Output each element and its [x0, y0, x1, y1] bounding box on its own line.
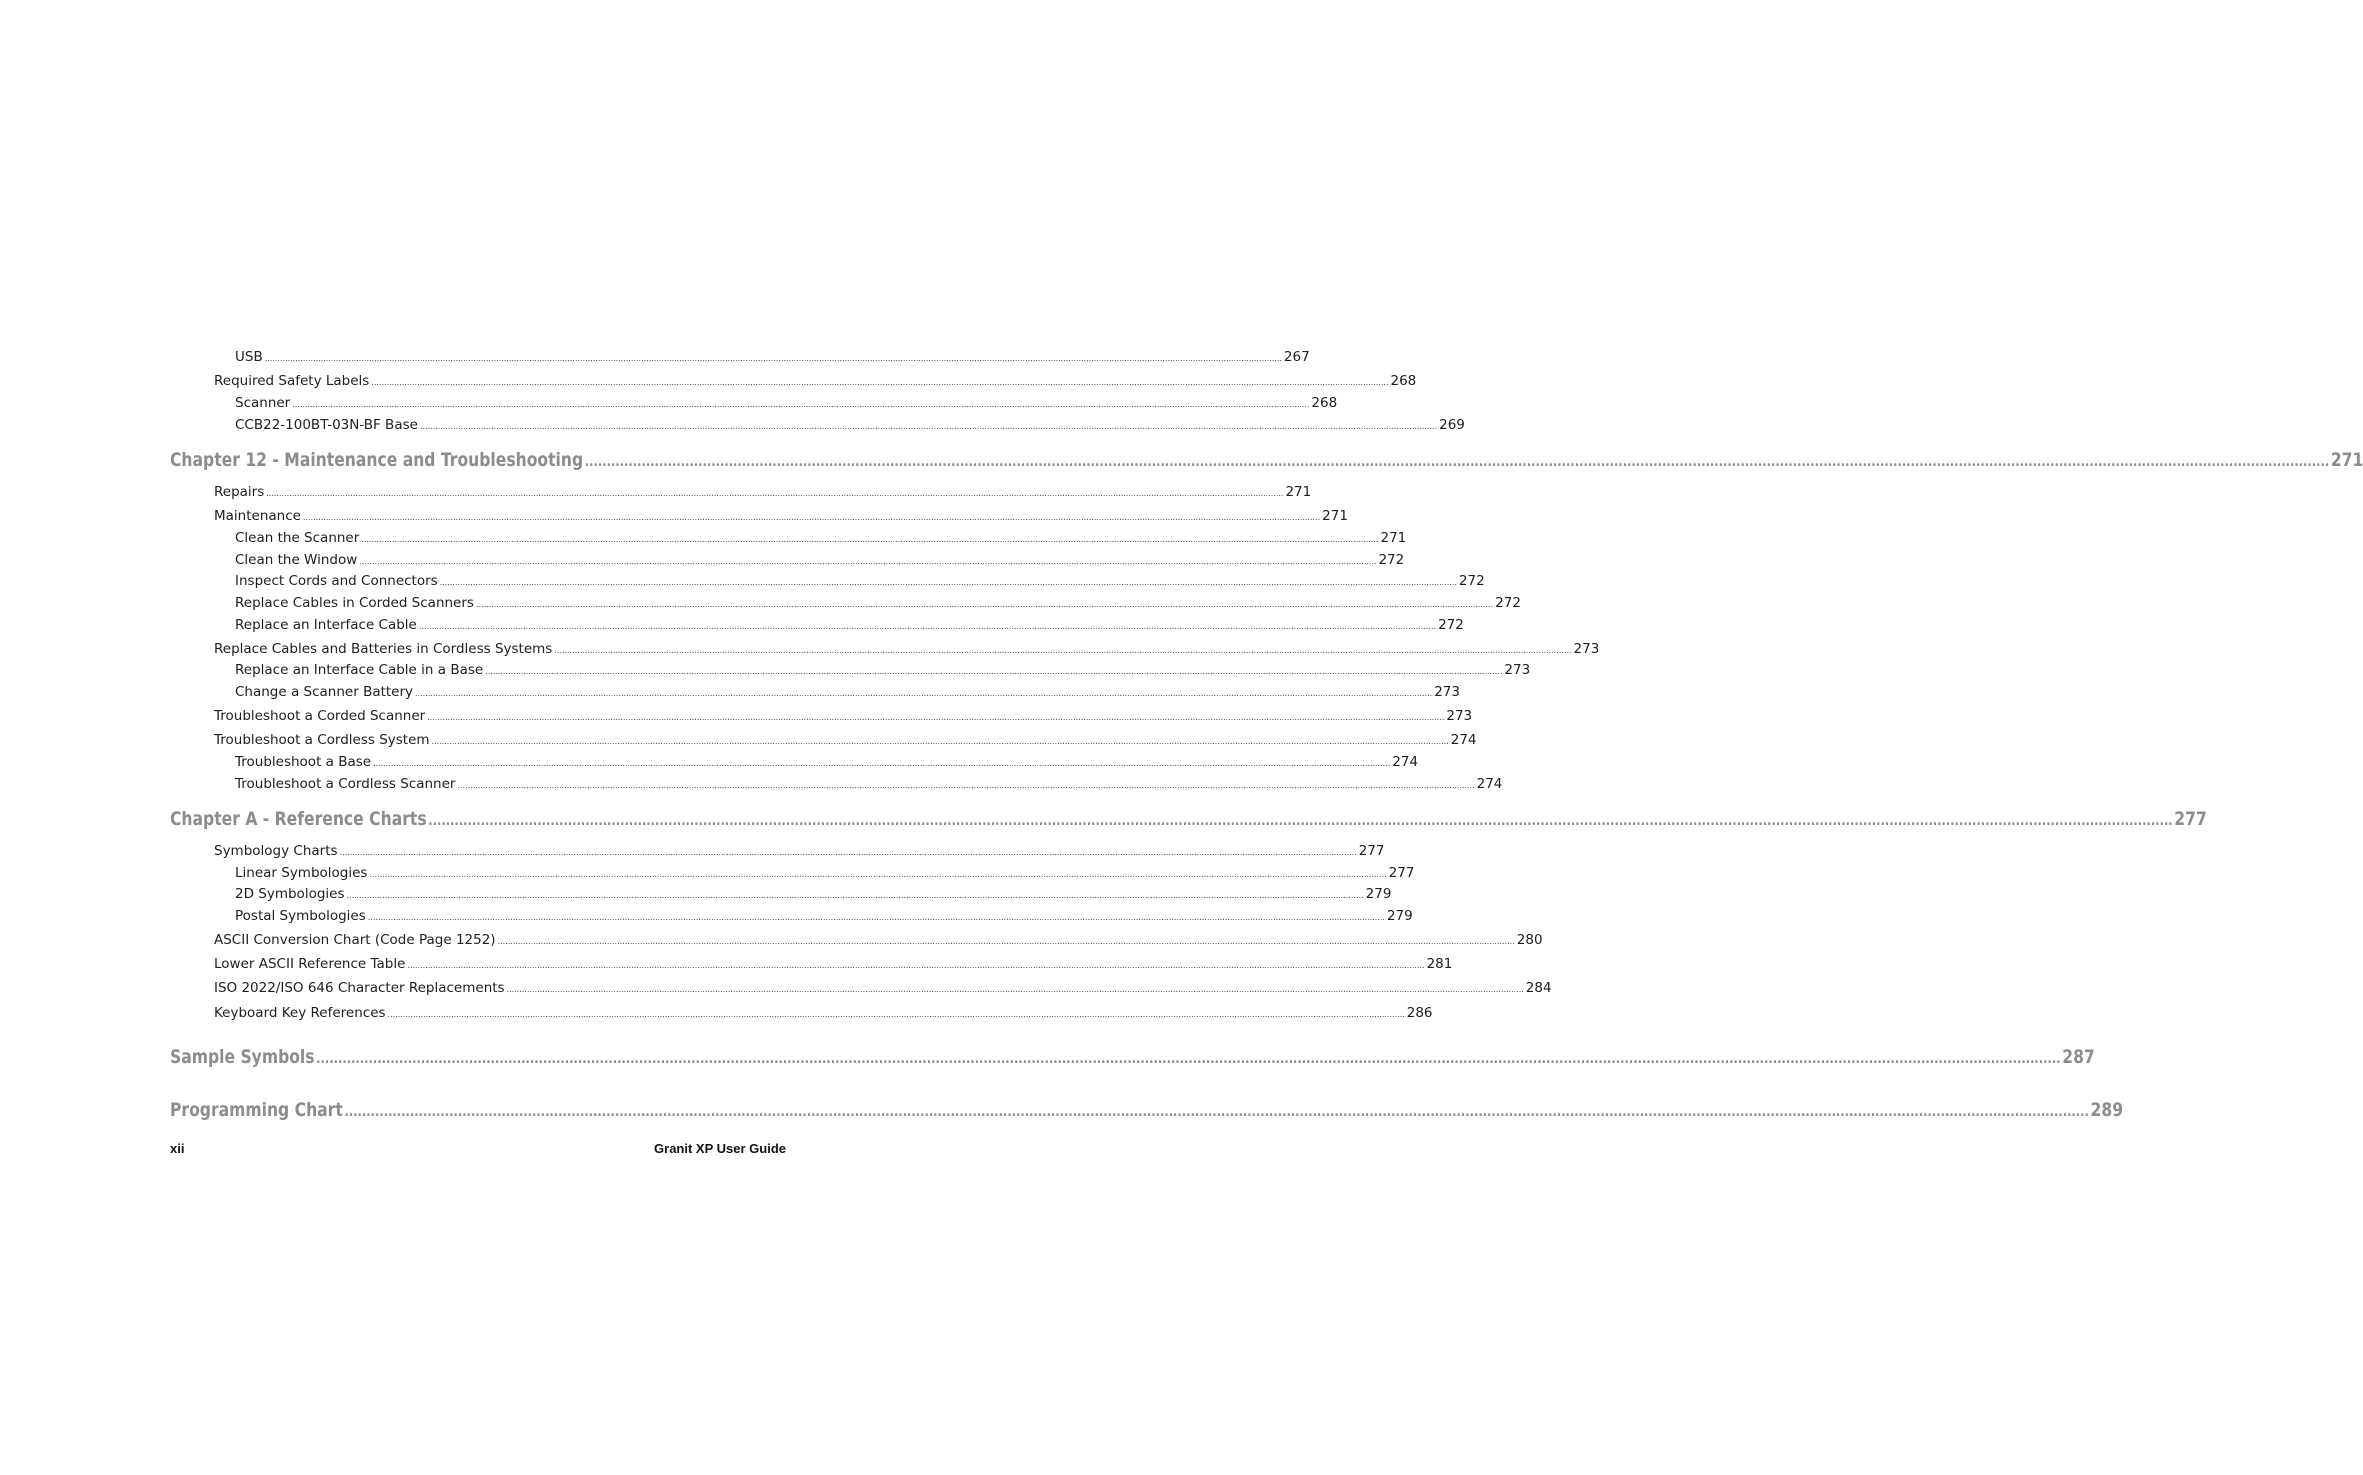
toc-leader-dots: ................................................................................................................................................................................................................................................................................................................................................................................................................	[316, 1051, 2061, 1067]
toc-leader-dots: ................................................................................................................................................................................................................................................................................................................................................................................................................	[485, 667, 1503, 676]
toc-leader-dots: ................................................................................................................................................................................................................................................................................................................................................................................................................	[431, 737, 1449, 746]
toc-chapter-entry[interactable]	[170, 449, 2363, 471]
toc-leader-dots: ................................................................................................................................................................................................................................................................................................................................................................................................................	[457, 781, 1475, 790]
toc-entry-label: Required Safety Labels	[214, 373, 370, 389]
toc-leader-dots: ................................................................................................................................................................................................................................................................................................................................................................................................................	[407, 961, 1425, 970]
toc-leader-dots: ................................................................................................................................................................................................................................................................................................................................................................................................................	[264, 354, 1282, 363]
toc-entry-page: 273	[1573, 641, 1600, 657]
toc-entry[interactable]	[214, 708, 1473, 724]
footer-doc-title: Granit XP User Guide	[654, 1141, 786, 1156]
toc-entry-page: 279	[1365, 886, 1392, 902]
toc-entry-label: USB	[235, 349, 263, 365]
toc-entry-page: 271	[2330, 449, 2363, 471]
toc-leader-dots: ................................................................................................................................................................................................................................................................................................................................................................................................................	[266, 489, 1284, 498]
toc-leader-dots: ................................................................................................................................................................................................................................................................................................................................................................................................................	[439, 578, 1457, 587]
toc-entry-label: Repairs	[214, 484, 265, 500]
toc-entry-page: 281	[1426, 956, 1453, 972]
toc-entry-label: Clean the Scanner	[235, 530, 360, 546]
toc-entry-page: 287	[2062, 1046, 2095, 1068]
toc-entry-page: 274	[1450, 732, 1477, 748]
toc-entry-page: 284	[1525, 980, 1552, 996]
toc-entry-page: 273	[1446, 708, 1473, 724]
toc-entry-label: Sample Symbols	[170, 1046, 315, 1068]
toc-entry-label: Replace Cables and Batteries in Cordless Systems	[214, 641, 553, 657]
toc-chapter-entry[interactable]	[170, 1099, 2124, 1121]
footer-page-number: xii	[170, 1141, 185, 1156]
toc-leader-dots: ................................................................................................................................................................................................................................................................................................................................................................................................................	[344, 1104, 2089, 1120]
toc-leader-dots: ................................................................................................................................................................................................................................................................................................................................................................................................................	[367, 913, 1385, 922]
toc-leader-dots: ................................................................................................................................................................................................................................................................................................................................................................................................................	[418, 622, 1437, 631]
toc-entry[interactable]	[235, 530, 1407, 546]
toc-entry-page: 277	[1358, 843, 1385, 859]
toc-entry-page: 272	[1378, 552, 1405, 568]
toc-entry-page: 289	[2090, 1099, 2124, 1121]
toc-entry-label: Inspect Cords and Connectors	[235, 573, 438, 589]
toc-entry-page: 269	[1439, 417, 1465, 433]
toc-entry[interactable]	[214, 932, 1543, 948]
toc-entry-page: 279	[1386, 908, 1413, 924]
toc-entry[interactable]	[235, 617, 1464, 633]
toc-entry-label: Chapter A - Reference Charts	[170, 808, 427, 830]
toc-entry-label: ISO 2022/ISO 646 Character Replacements	[214, 980, 505, 996]
toc-leader-dots: ................................................................................................................................................................................................................................................................................................................................................................................................................	[292, 400, 1310, 409]
toc-entry-page: 273	[1434, 684, 1460, 700]
toc-entry-page: 274	[1392, 754, 1419, 770]
toc-entry[interactable]	[235, 684, 1460, 700]
toc-entry-label: Lower ASCII Reference Table	[214, 956, 406, 972]
toc-leader-dots: ................................................................................................................................................................................................................................................................................................................................................................................................................	[369, 870, 1387, 879]
toc-entry-label: Troubleshoot a Base	[235, 754, 372, 770]
toc-entry-page: 286	[1406, 1005, 1433, 1021]
toc-leader-dots: ................................................................................................................................................................................................................................................................................................................................................................................................................	[427, 713, 1445, 722]
toc-chapter-entry[interactable]	[170, 808, 2207, 830]
toc-leader-dots: ................................................................................................................................................................................................................................................................................................................................................................................................................	[339, 848, 1357, 857]
toc-entry[interactable]	[235, 886, 1392, 902]
toc-entry[interactable]	[214, 508, 1348, 524]
toc-leader-dots: ................................................................................................................................................................................................................................................................................................................................................................................................................	[428, 813, 2173, 829]
toc-leader-dots: ................................................................................................................................................................................................................................................................................................................................................................................................................	[371, 378, 1389, 387]
toc-leader-dots: ................................................................................................................................................................................................................................................................................................................................................................................................................	[387, 1010, 1405, 1019]
toc-entry-label: ASCII Conversion Chart (Code Page 1252)	[214, 932, 496, 948]
toc-entry-label: Replace Cables in Corded Scanners	[235, 595, 474, 611]
toc-entry-page: 277	[2174, 808, 2207, 830]
toc-entry-page: 268	[1311, 395, 1338, 411]
toc-entry-page: 271	[1322, 508, 1348, 524]
toc-entry-label: Postal Symbologies	[235, 908, 366, 924]
toc-entry-label: Change a Scanner Battery	[235, 684, 414, 700]
toc-leader-dots: ................................................................................................................................................................................................................................................................................................................................................................................................................	[346, 891, 1364, 900]
toc-leader-dots: ................................................................................................................................................................................................................................................................................................................................................................................................................	[506, 985, 1524, 994]
toc-chapter-entry[interactable]	[170, 1046, 2095, 1068]
toc-entry-label: Keyboard Key References	[214, 1005, 386, 1021]
toc-entry-label: CCB22-100BT-03N-BF Base	[235, 417, 418, 433]
toc-leader-dots: ................................................................................................................................................................................................................................................................................................................................................................................................................	[415, 689, 1433, 698]
toc-entry-label: Scanner	[235, 395, 291, 411]
toc-entry-label: Chapter 12 - Maintenance and Troubleshooting	[170, 449, 584, 471]
toc-entry-label: Programming Chart	[170, 1099, 343, 1121]
toc-entry-page: 277	[1388, 865, 1415, 881]
toc-leader-dots: ................................................................................................................................................................................................................................................................................................................................................................................................................	[475, 600, 1494, 609]
toc-entry[interactable]	[214, 373, 1417, 389]
toc-entry[interactable]	[214, 641, 1600, 657]
toc-entry[interactable]	[235, 865, 1415, 881]
toc-entry[interactable]	[235, 395, 1338, 411]
toc-entry-label: Troubleshoot a Cordless Scanner	[235, 776, 456, 792]
toc-entry-page: 268	[1390, 373, 1417, 389]
toc-entry-page: 267	[1283, 349, 1310, 365]
toc-entry-label: Maintenance	[214, 508, 301, 524]
toc-entry[interactable]	[235, 573, 1485, 589]
toc-entry[interactable]	[214, 732, 1477, 748]
toc-entry[interactable]	[214, 843, 1385, 859]
toc-entry[interactable]	[235, 349, 1310, 365]
toc-entry-label: Linear Symbologies	[235, 865, 368, 881]
toc-entry[interactable]	[235, 417, 1465, 433]
toc-entry-label: Replace an Interface Cable in a Base	[235, 662, 484, 678]
toc-leader-dots: ................................................................................................................................................................................................................................................................................................................................................................................................................	[584, 454, 2330, 470]
toc-leader-dots: ................................................................................................................................................................................................................................................................................................................................................................................................................	[497, 937, 1515, 946]
toc-leader-dots: ................................................................................................................................................................................................................................................................................................................................................................................................................	[361, 535, 1379, 544]
toc-entry-label: 2D Symbologies	[235, 886, 345, 902]
toc-entry-page: 280	[1516, 932, 1543, 948]
toc-entry[interactable]	[235, 662, 1531, 678]
toc-entry-label: Clean the Window	[235, 552, 358, 568]
toc-entry[interactable]	[235, 908, 1413, 924]
toc-entry[interactable]	[235, 776, 1503, 792]
toc-entry-page: 272	[1438, 617, 1464, 633]
toc-entry-page: 271	[1285, 484, 1312, 500]
toc-entry[interactable]	[214, 484, 1312, 500]
toc-entry-page: 272	[1495, 595, 1521, 611]
toc-leader-dots: ................................................................................................................................................................................................................................................................................................................................................................................................................	[373, 759, 1391, 768]
toc-entry-page: 272	[1458, 573, 1485, 589]
toc-entry-page: 273	[1504, 662, 1531, 678]
toc-entry[interactable]	[214, 956, 1453, 972]
toc-entry[interactable]	[235, 552, 1405, 568]
toc-leader-dots: ................................................................................................................................................................................................................................................................................................................................................................................................................	[419, 422, 1438, 431]
toc-leader-dots: ................................................................................................................................................................................................................................................................................................................................................................................................................	[554, 646, 1572, 655]
toc-entry-page: 271	[1380, 530, 1407, 546]
toc-entry[interactable]	[214, 980, 1552, 996]
toc-entry[interactable]	[235, 754, 1419, 770]
toc-entry-label: Troubleshoot a Cordless System	[214, 732, 430, 748]
toc-entry-label: Troubleshoot a Corded Scanner	[214, 708, 426, 724]
toc-leader-dots: ................................................................................................................................................................................................................................................................................................................................................................................................................	[302, 513, 1321, 522]
toc-entry[interactable]	[235, 595, 1521, 611]
toc-entry-label: Replace an Interface Cable	[235, 617, 417, 633]
toc-leader-dots: ................................................................................................................................................................................................................................................................................................................................................................................................................	[359, 557, 1377, 566]
toc-entry[interactable]	[214, 1005, 1433, 1021]
toc-entry-page: 274	[1476, 776, 1503, 792]
toc-entry-label: Symbology Charts	[214, 843, 338, 859]
